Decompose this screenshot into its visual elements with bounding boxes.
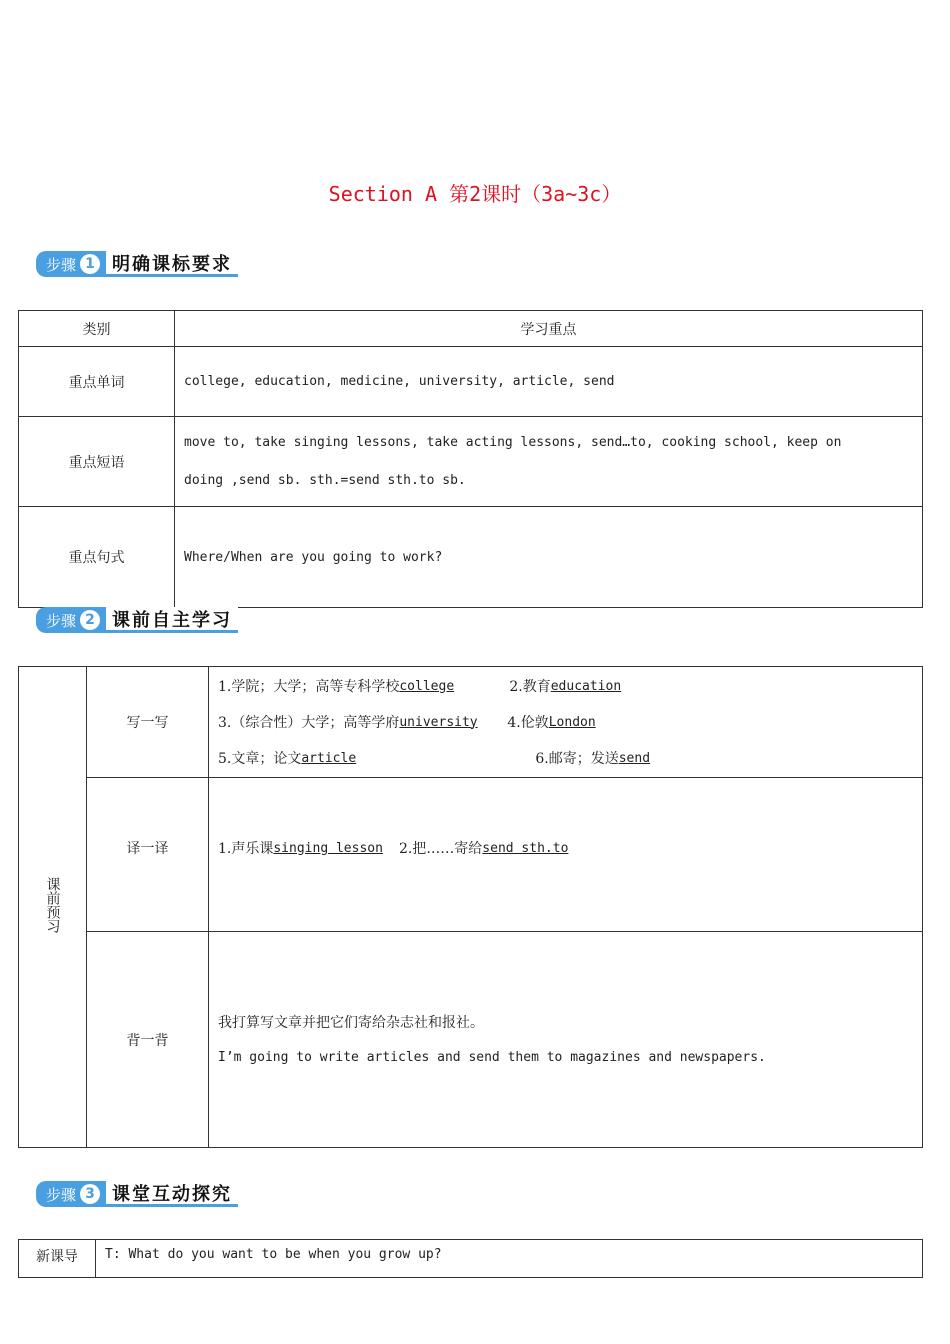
answer: send sth.to [482,840,569,856]
step-tag: 步骤 3 [36,1181,106,1207]
answer: article [301,750,357,766]
goals-table [18,310,923,608]
category-cell: 重点单词 [19,347,175,417]
answer: London [548,714,596,730]
step-2-banner [36,607,238,633]
intro-label: 新课导 [19,1240,96,1278]
answer: education [550,678,622,694]
focus-cell: Where/When are you going to work? [175,507,923,608]
recite-row [19,932,923,1148]
category-cell: 重点短语 [19,417,175,507]
step-label: 课前自主学习 [106,607,238,633]
category-cell: 重点句式 [19,507,175,608]
preview-side-label: 课前预习 [19,667,87,1148]
recite-chinese: 我打算写文章并把它们寄给杂志社和报社。 [218,1014,484,1031]
translate-row [19,778,923,932]
write-row [19,667,923,778]
step-tag: 步骤 1 [36,251,106,277]
recite-english: I’m going to write articles and send them to magazines and newspapers. [218,1050,766,1065]
recite-content [209,932,923,1148]
recite-label: 背一背 [87,932,209,1148]
step-3-banner [36,1181,238,1207]
preview-table [18,666,923,1148]
goals-header-row [19,311,923,347]
step-number: 2 [80,610,100,630]
intro-text: T: What do you want to be when you grow up? [96,1240,923,1278]
header-category: 类别 [19,311,175,347]
answer: college [399,678,455,694]
goals-row-sentences [19,507,923,608]
translate-items: 1.声乐课 singing lesson 2.把……寄给 send sth.to [209,778,923,932]
step-label: 课堂互动探究 [106,1181,238,1207]
write-line-2: 3.（综合性）大学；高等学府 university 4.伦敦 London [218,714,596,731]
intro-row [19,1240,923,1278]
answer: send [618,750,651,766]
write-line-1: 1.学院；大学；高等专科学校 college 2.教育 education [218,678,622,695]
write-line-3: 5.文章；论文 article 6.邮寄；发送 send [218,750,651,767]
intro-table [18,1239,923,1278]
step-tag: 步骤 2 [36,607,106,633]
write-label: 写一写 [87,667,209,778]
header-focus: 学习重点 [175,311,923,347]
step-label: 明确课标要求 [106,251,238,277]
answer: singing lesson [273,840,383,856]
step-1-banner [36,251,238,277]
goals-row-words [19,347,923,417]
goals-row-phrases [19,417,923,507]
page-title: Section A 第2课时（3a~3c） [328,182,622,206]
write-items [209,667,923,778]
translate-label: 译一译 [87,778,209,932]
focus-cell: move to, take singing lessons, take acting lessons, send…to, cooking school, keep on doing ,send sb. sth.=send sth.to sb. [175,417,923,507]
step-number: 1 [80,254,100,274]
focus-cell: college, education, medicine, university, article, send [175,347,923,417]
answer: university [399,714,478,730]
step-number: 3 [80,1184,100,1204]
